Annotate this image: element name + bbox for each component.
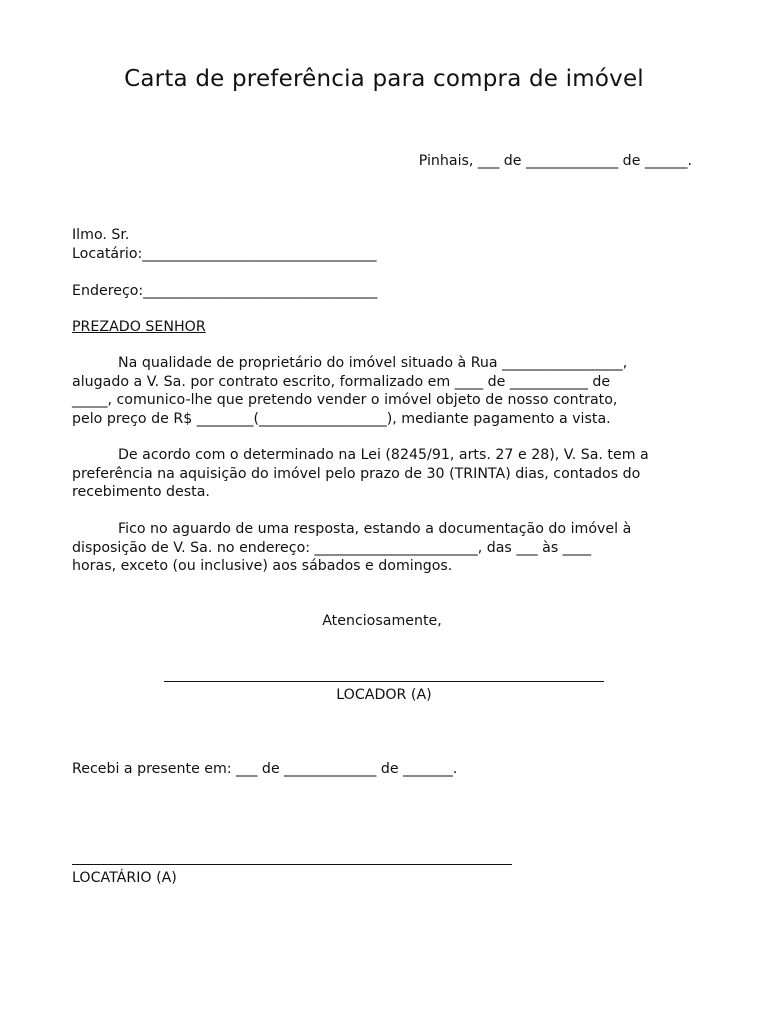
landlord-label: LOCADOR (A) <box>336 687 432 703</box>
paragraph-line: disposição de V. Sa. no endereço: _______________________, das ___ às ____ <box>72 540 592 556</box>
place-date-line: Pinhais, ___ de _____________ de ______. <box>418 153 692 169</box>
paragraph-line: horas, exceto (ou inclusive) aos sábados e domingos. <box>72 558 453 574</box>
document-title: Carta de preferência para compra de imóvel <box>124 66 644 92</box>
greeting: PREZADO SENHOR <box>72 319 206 335</box>
closing-text: Atenciosamente, <box>322 613 442 629</box>
paragraph-line: alugado a V. Sa. por contrato escrito, formalizado em ____ de ___________ de <box>72 374 611 390</box>
address-line: Endereço:_________________________________ <box>72 283 378 299</box>
paragraph-line: Na qualidade de proprietário do imóvel situado à Rua _________________, <box>118 355 628 371</box>
paragraph-line: preferência na aquisição do imóvel pelo prazo de 30 (TRINTA) dias, contados do <box>72 466 641 482</box>
paragraph-line: _____, comunico-lhe que pretendo vender o imóvel objeto de nosso contrato, <box>72 392 618 408</box>
paragraph-line: recebimento desta. <box>72 484 210 500</box>
addressee-salutation: Ilmo. Sr. <box>72 227 130 243</box>
tenant-label: LOCATÁRIO (A) <box>72 870 177 886</box>
paragraph-line: pelo preço de R$ ________(__________________), mediante pagamento a vista. <box>72 411 611 427</box>
receipt-date-line: Recebi a presente em: ___ de _____________ de _______. <box>72 761 458 777</box>
paragraph-line: Fico no aguardo de uma resposta, estando a documentação do imóvel à <box>118 521 632 537</box>
tenant-name-line: Locatário:_________________________________ <box>72 246 377 262</box>
landlord-signature-line <box>164 681 604 682</box>
paragraph-line: De acordo com o determinado na Lei (8245/91, arts. 27 e 28), V. Sa. tem a <box>118 447 649 463</box>
tenant-signature-line <box>72 864 512 865</box>
